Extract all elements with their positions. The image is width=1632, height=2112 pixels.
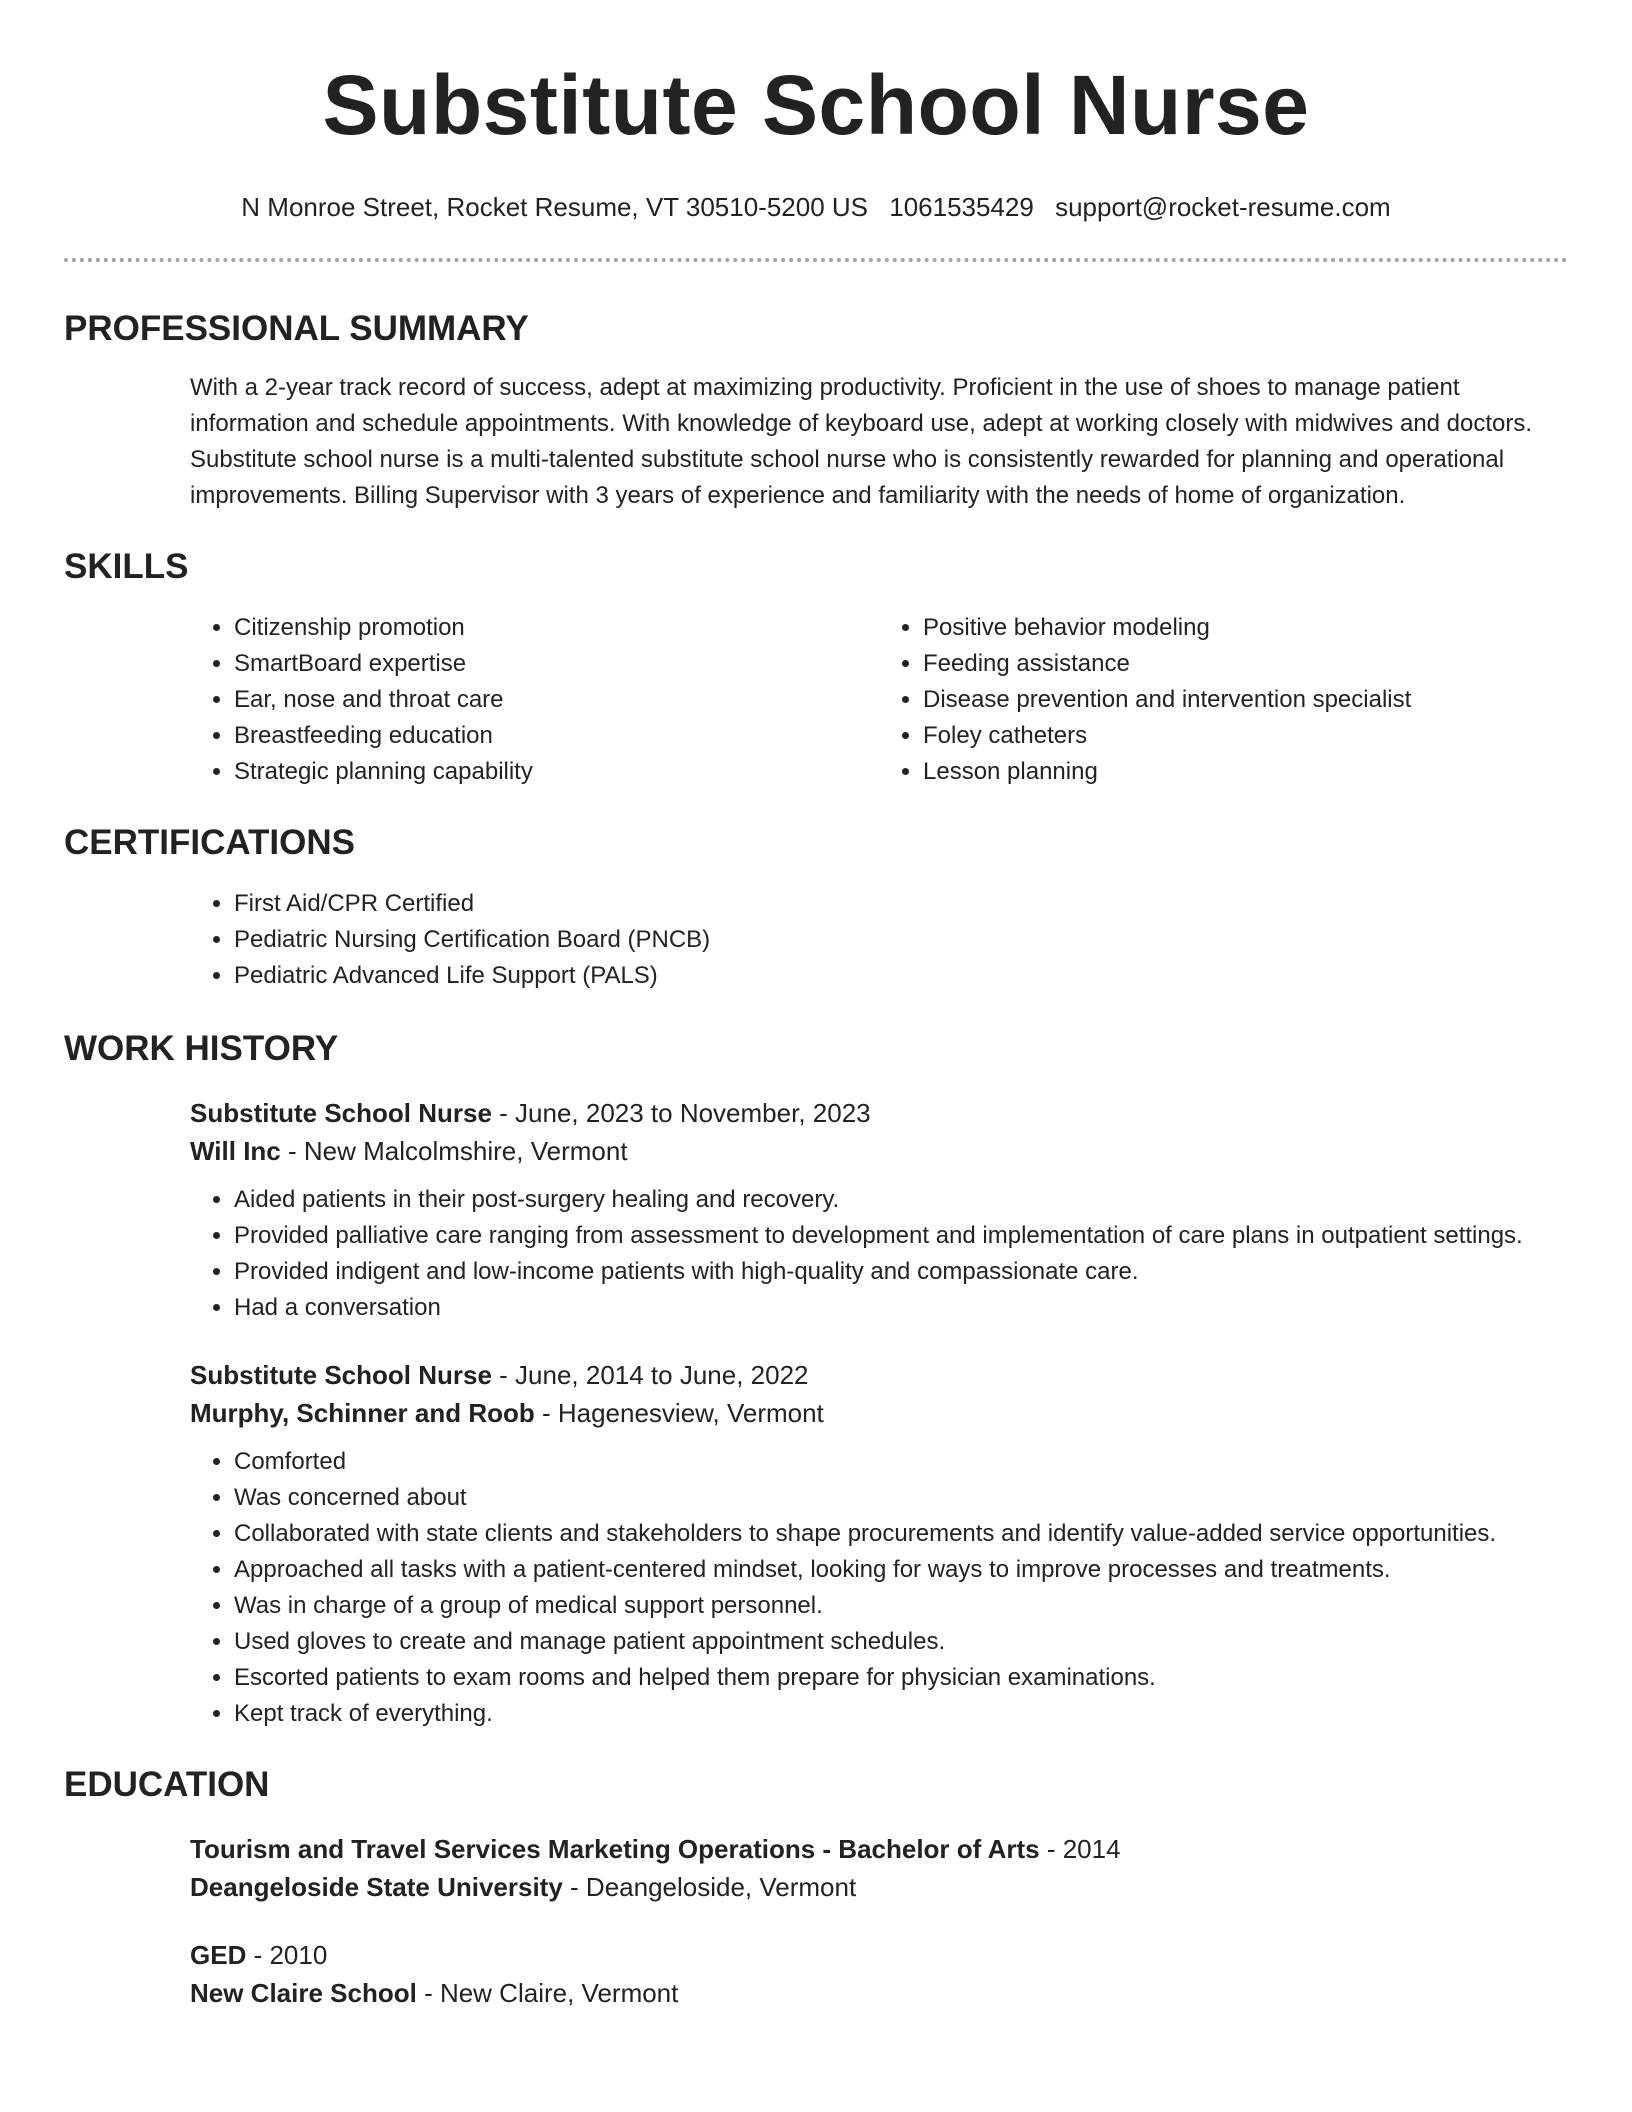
job-dates: - June, 2014 to June, 2022 [491, 1360, 809, 1390]
job-location: - New Malcolmshire, Vermont [280, 1136, 628, 1166]
skills-list-left [190, 610, 879, 790]
certifications-body [190, 886, 1568, 994]
skill-item: • Ear, nose and throat care [234, 682, 879, 718]
education-year: - 2014 [1039, 1834, 1121, 1864]
job-entry [190, 1094, 1568, 1326]
job-bullet: • Was concerned about [234, 1480, 1568, 1516]
skill-item: • Feeding assistance [923, 646, 1568, 682]
skill-item: • Foley catheters [923, 718, 1568, 754]
skills-list-right [879, 610, 1568, 790]
certification-item: • Pediatric Nursing Certification Board (PNCB) [234, 922, 1568, 958]
job-dates: - June, 2023 to November, 2023 [491, 1098, 871, 1128]
skill-item: • SmartBoard expertise [234, 646, 879, 682]
job-bullet: • Provided indigent and low-income patients with high-quality and compassionate care. [234, 1254, 1568, 1290]
education-degree: Tourism and Travel Services Marketing Operations - Bachelor of Arts [190, 1834, 1040, 1864]
education-entry [190, 1936, 1568, 2012]
job-bullet: • Approached all tasks with a patient-centered mindset, looking for ways to improve processes and treatments. [234, 1552, 1568, 1588]
job-role: Substitute School Nurse [190, 1098, 492, 1128]
contact-line [64, 190, 1568, 224]
job-bullet: • Collaborated with state clients and stakeholders to shape procurements and identify value-added service opportunities. [234, 1516, 1568, 1552]
job-bullet: • Escorted patients to exam rooms and helped them prepare for physician examinations. [234, 1660, 1568, 1696]
job-bullet: • Aided patients in their post-surgery healing and recovery. [234, 1182, 1568, 1218]
job-company-line [190, 1394, 1568, 1432]
section-title-skills: SKILLS [64, 547, 189, 586]
skill-item: • Positive behavior modeling [923, 610, 1568, 646]
summary-text: With a 2-year track record of success, adept at maximizing productivity. Proficient in the use of shoes to manage patient information and schedule appointments. With knowledge of keyboard use, adept at working closely with midwives and doctors. Substitute school nurse is a multi-talented substitute school nurse who is consistently rewarded for planning and operational improvements. Billing Supervisor with 3 years of experience and familiarity with the needs of home of organization. [190, 374, 1533, 509]
education-school: Deangeloside State University [190, 1872, 563, 1902]
header-divider [64, 258, 1568, 262]
job-bullet: • Was in charge of a group of medical support personnel. [234, 1588, 1568, 1624]
skill-item: • Disease prevention and intervention specialist [923, 682, 1568, 718]
education-degree-line [190, 1936, 1568, 1974]
education-school-line [190, 1868, 1568, 1906]
section-title-summary: PROFESSIONAL SUMMARY [64, 309, 529, 348]
certification-item: • Pediatric Advanced Life Support (PALS) [234, 958, 1568, 994]
section-title-education: EDUCATION [64, 1765, 270, 1804]
job-company-line [190, 1132, 1568, 1170]
job-role-line [190, 1356, 1568, 1394]
job-bullet: • Had a conversation [234, 1290, 1568, 1326]
job-entry [190, 1356, 1568, 1732]
job-bullet: • Comforted [234, 1444, 1568, 1480]
section-title-work-history: WORK HISTORY [64, 1029, 339, 1068]
job-bullet: • Used gloves to create and manage patient appointment schedules. [234, 1624, 1568, 1660]
education-degree: GED [190, 1940, 247, 1970]
education-year: - 2010 [246, 1940, 328, 1970]
contact-address: N Monroe Street, Rocket Resume, VT 30510-5200 US [241, 192, 868, 222]
job-bullet: • Kept track of everything. [234, 1696, 1568, 1732]
job-company: Murphy, Schinner and Roob [190, 1398, 535, 1428]
education-degree-line [190, 1830, 1568, 1868]
certification-item: • First Aid/CPR Certified [234, 886, 1568, 922]
education-location: - New Claire, Vermont [416, 1978, 679, 2008]
education-location: - Deangeloside, Vermont [562, 1872, 857, 1902]
job-company: Will Inc [190, 1136, 281, 1166]
job-role: Substitute School Nurse [190, 1360, 492, 1390]
job-bullets [190, 1444, 1568, 1732]
contact-phone: 1061535429 [889, 192, 1034, 222]
contact-email: support@rocket-resume.com [1055, 192, 1391, 222]
education-school: New Claire School [190, 1978, 417, 2008]
job-bullet: • Provided palliative care ranging from assessment to development and implementation of care plans in outpatient settings. [234, 1218, 1568, 1254]
education-school-line [190, 1974, 1568, 2012]
skill-item: • Breastfeeding education [234, 718, 879, 754]
skill-item: • Citizenship promotion [234, 610, 879, 646]
education-entry [190, 1830, 1568, 1906]
job-role-line [190, 1094, 1568, 1132]
skill-item: • Strategic planning capability [234, 754, 879, 790]
skill-item: • Lesson planning [923, 754, 1568, 790]
job-location: - Hagenesview, Vermont [534, 1398, 824, 1428]
section-title-certifications: CERTIFICATIONS [64, 823, 356, 862]
skills-grid [190, 610, 1568, 790]
certifications-list [190, 886, 1568, 994]
resume-name: Substitute School Nurse [322, 58, 1310, 152]
job-bullets [190, 1182, 1568, 1326]
